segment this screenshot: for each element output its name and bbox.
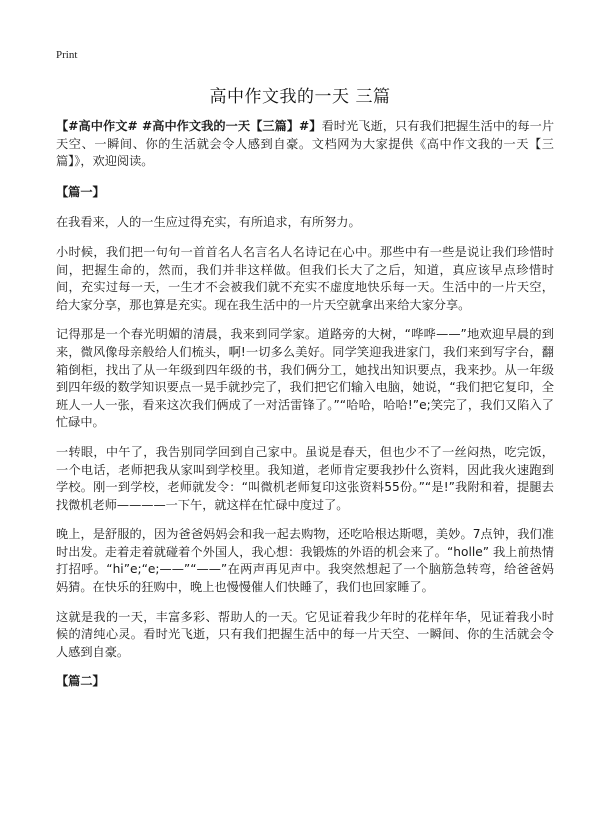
intro-tags: 【#高中作文# #高中作文我的一天【三篇】#】 [56,119,322,133]
article-body [56,118,554,704]
section-heading-1: 【篇一】 [56,184,105,199]
paragraph: 一转眼，中午了，我告别同学回到自己家中。虽说是春天，但也少不了一丝闷热，吃完饭，一个电话，老师把我从家叫到学校里。我知道，老师肯定要我抄什么资料，因此我火速跑到学校。刚一到学校，老师就发令：“叫微机老师复印这张资料55份。”“是!”我附和着，提腿去找微机老师————一下午，就这样在忙碌中度过了。 [56,444,554,512]
section-heading-2: 【篇二】 [56,674,105,689]
intro-text: 看时光飞逝，只有我们把握生活中的每一片天空、一瞬间、你的生活就会令人感到自豪。文档网为大家提供《高中作文我的一天【三篇】》，欢迎阅读。 [56,119,555,169]
print-link[interactable]: Print [56,49,78,61]
page-title: 高中作文我的一天 三篇 [209,87,391,107]
paragraph: 记得那是一个春光明媚的清晨，我来到同学家。道路旁的大树，“哗哗——”地欢迎早晨的到来，微风像母亲般给人们梳头，啊!一切多么美好。同学笑迎我进家门，我们来到写字台，翻箱倒柜，找出了从一年级到四年级的书，我们俩分工，她找出知识要点，我来抄。从一年级到四年级的数学知识要点一晃手就抄完了，我们把它们输入电脑，她说，“我们把它复印，全班人一人一张，看来这次我们俩成了一对活雷锋了。”“哈哈，哈哈!”e;笑完了，我们又陷入了忙碌中。 [56,327,554,430]
intro-paragraph [56,118,554,171]
paragraph: 晚上，是舒服的，因为爸爸妈妈会和我一起去购物，还吃哈根达斯嗯，美妙。7点钟，我们准时出发。走着走着就碰着个外国人，我心想：我锻炼的外语的机会来了。“holle” 我上前热情打招呼。“hi”e;“e;——”“——”在两声再见声中。我突然想起了一个脑筋急转弯，给爸爸妈妈猜。在快乐的狂购中，晚上也慢慢催人们快睡了，我们也回家睡了。 [56,527,554,595]
paragraph: 在我看来，人的一生应过得充实，有所追求，有所努力。 [56,215,361,230]
paragraph: 小时候，我们把一句句一首首名人名言名人名诗记在心中。那些中有一些是说让我们珍惜时间，把握生命的，然而，我们并非这样做。但我们长大了之后，知道，真应该早点珍惜时间，充实过每一天，一生才不会被我们就不充实不虚度地快乐每一天。生活中的一片天空，给大家分享，那也算是充实。现在我生活中的一片天空就拿出来给大家分享。 [56,244,554,312]
paragraph: 这就是我的一天，丰富多彩、帮助人的一天。它见证着我少年时的花样年华，见证着我小时候的清纯心灵。看时光飞逝，只有我们把握生活中的每一片天空、一瞬间、你的生活就会令人感到自豪。 [56,609,554,659]
